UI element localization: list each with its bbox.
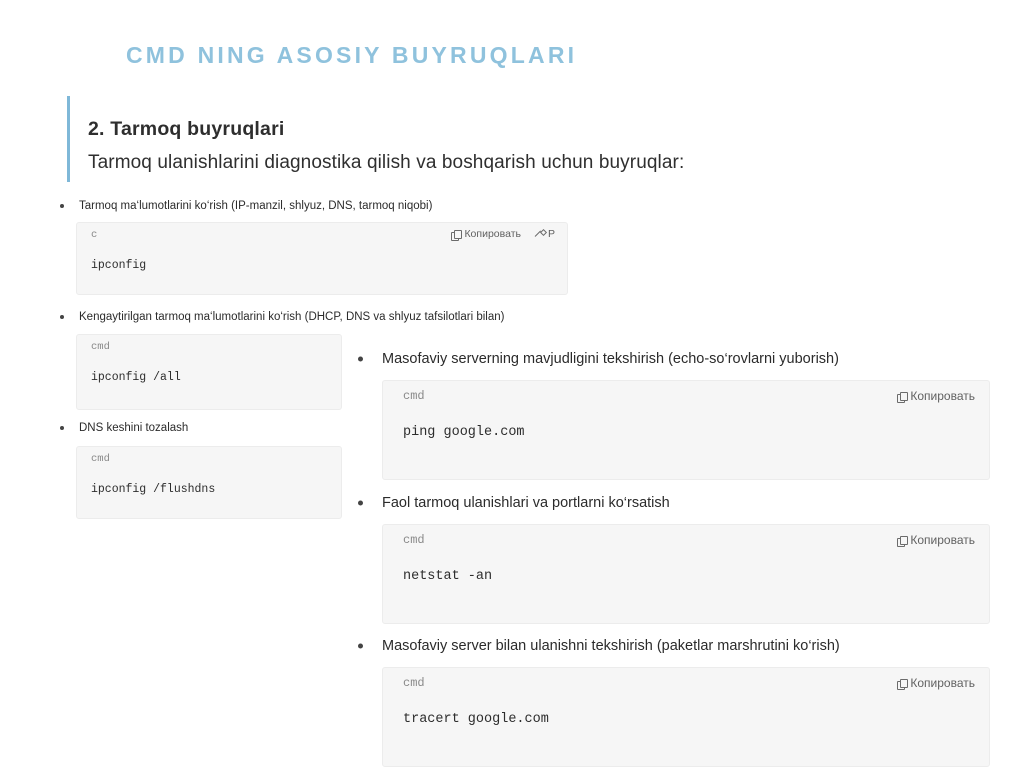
list-item <box>358 495 670 511</box>
code-block-header <box>77 223 567 249</box>
copy-icon <box>897 392 906 401</box>
copy-button-label: Копировать <box>910 533 975 547</box>
code-content[interactable]: netstat -an <box>403 569 493 584</box>
code-block-actions <box>897 389 975 403</box>
list-item <box>358 638 840 654</box>
code-language-label: cmd <box>403 533 425 547</box>
code-content[interactable]: tracert google.com <box>403 712 549 727</box>
copy-button-label: Копировать <box>910 389 975 403</box>
code-block <box>76 222 568 295</box>
code-language-label: c <box>91 229 98 241</box>
code-content[interactable]: ping google.com <box>403 425 525 440</box>
edit-icon <box>535 230 544 239</box>
copy-icon <box>897 679 906 688</box>
bullet-dot-icon <box>358 357 363 362</box>
bullet-dot-icon <box>60 315 64 319</box>
edit-button-label: Р <box>547 228 555 240</box>
code-block-header <box>77 335 341 361</box>
bullet-dot-icon <box>60 204 64 208</box>
list-item <box>60 422 188 434</box>
code-language-label: cmd <box>91 453 110 465</box>
code-content[interactable]: ipconfig /all <box>91 371 181 384</box>
bullet-dot-icon <box>358 501 363 506</box>
code-block-header <box>77 447 341 473</box>
code-block-header <box>383 525 989 555</box>
copy-icon <box>451 230 460 239</box>
list-item-label: Faol tarmoq ulanishlari va portlarni ko‘rsatish <box>382 495 670 511</box>
code-block <box>76 446 342 519</box>
list-item <box>60 200 432 212</box>
list-item <box>60 311 504 323</box>
copy-button[interactable] <box>897 389 975 403</box>
bullet-dot-icon <box>60 426 64 430</box>
code-language-label: cmd <box>403 676 425 690</box>
code-block-header <box>383 668 989 698</box>
code-block-actions <box>451 228 555 240</box>
copy-button-label: Копировать <box>910 676 975 690</box>
code-content[interactable]: ipconfig <box>91 259 147 272</box>
list-item-label: Tarmoq ma‘lumotlarini ko‘rish (IP-manzil, shlyuz, DNS, tarmoq niqobi) <box>79 200 433 212</box>
code-block-header <box>383 381 989 411</box>
code-block-actions <box>897 676 975 690</box>
list-item-label: Masofaviy serverning mavjudligini tekshirish (echo-so‘rovlarni yuborish) <box>382 351 839 367</box>
code-block <box>382 524 990 624</box>
code-language-label: cmd <box>91 341 110 353</box>
bullet-dot-icon <box>358 644 363 649</box>
code-block <box>382 380 990 480</box>
list-item <box>358 351 839 367</box>
section-heading: 2. Tarmoq buyruqlari <box>88 118 285 140</box>
copy-button[interactable] <box>451 228 521 240</box>
copy-icon <box>897 536 906 545</box>
list-item-label: Masofaviy server bilan ulanishni tekshirish (paketlar marshrutini ko‘rish) <box>382 638 840 654</box>
page-title: CMD NING ASOSIY BUYRUQLARI <box>126 42 578 68</box>
edit-button[interactable] <box>535 228 555 240</box>
copy-button[interactable] <box>897 676 975 690</box>
section-subheading: Tarmoq ulanishlarini diagnostika qilish va boshqarish uchun buyruqlar: <box>88 152 685 173</box>
code-language-label: cmd <box>403 389 425 403</box>
code-content[interactable]: ipconfig /flushdns <box>91 483 216 496</box>
accent-bar <box>67 96 70 182</box>
copy-button-label: Копировать <box>464 228 521 240</box>
list-item-label: DNS keshini tozalash <box>79 422 189 434</box>
list-item-label: Kengaytirilgan tarmoq ma‘lumotlarini ko‘rish (DHCP, DNS va shlyuz tafsilotlari bilan) <box>79 311 505 323</box>
code-block <box>382 667 990 767</box>
code-block <box>76 334 342 410</box>
copy-button[interactable] <box>897 533 975 547</box>
code-block-actions <box>897 533 975 547</box>
